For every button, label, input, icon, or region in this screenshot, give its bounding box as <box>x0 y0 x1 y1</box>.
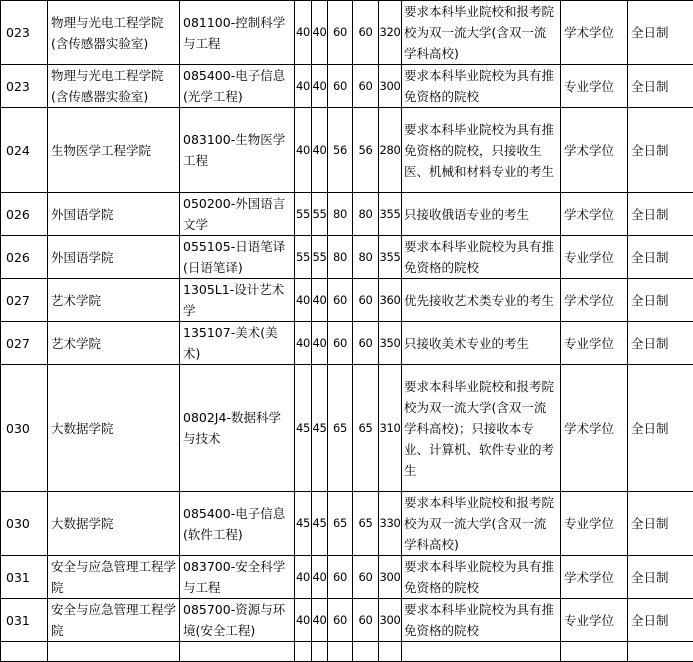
politics-score-cell: 40 <box>295 322 312 365</box>
study-mode-cell: 全日制 <box>628 492 693 556</box>
school-cell: 物理与光电工程学院(含传感器实验室) <box>48 1 180 65</box>
school-cell: 大数据学院 <box>48 365 180 492</box>
major-cell: 1305L1-设计艺术学 <box>180 279 295 322</box>
major-cell: 081100-控制科学与工程 <box>180 1 295 65</box>
table-row <box>1 365 693 492</box>
total-score-cell: 300 <box>379 556 402 599</box>
subject2-score-cell: 80 <box>353 236 379 279</box>
school-cell: 物理与光电工程学院(含传感器实验室) <box>48 65 180 108</box>
total-score-cell: 310 <box>379 365 402 492</box>
major-cell: 083100-生物医学工程 <box>180 108 295 193</box>
unit-code-cell <box>1 642 48 662</box>
subject1-score-cell: 60 <box>328 556 353 599</box>
table-row <box>1 65 693 108</box>
subject1-score-cell: 80 <box>328 193 353 236</box>
foreign-language-score-cell: 55 <box>312 236 328 279</box>
subject1-score-cell: 60 <box>328 599 353 642</box>
table-row <box>1 236 693 279</box>
requirement-cell <box>402 642 561 662</box>
school-cell: 生物医学工程学院 <box>48 108 180 193</box>
major-cell: 085400-电子信息(光学工程) <box>180 65 295 108</box>
major-cell: 083700-安全科学与工程 <box>180 556 295 599</box>
subject2-score-cell: 60 <box>353 1 379 65</box>
study-mode-cell: 全日制 <box>628 599 693 642</box>
requirement-cell: 要求本科毕业院校为具有推免资格的院校，只接收生医、机械和材料专业的考生 <box>402 108 561 193</box>
table-row <box>1 193 693 236</box>
major-cell: 085700-资源与环境(安全工程) <box>180 599 295 642</box>
subject2-score-cell: 60 <box>353 556 379 599</box>
politics-score-cell: 55 <box>295 236 312 279</box>
politics-score-cell: 45 <box>295 492 312 556</box>
degree-type-cell: 专业学位 <box>561 65 628 108</box>
school-cell: 安全与应急管理工程学院 <box>48 556 180 599</box>
requirement-cell: 要求本科毕业院校为具有推免资格的院校 <box>402 556 561 599</box>
school-cell: 艺术学院 <box>48 279 180 322</box>
politics-score-cell: 40 <box>295 599 312 642</box>
politics-score-cell: 40 <box>295 65 312 108</box>
total-score-cell: 330 <box>379 492 402 556</box>
subject1-score-cell: 60 <box>328 322 353 365</box>
requirement-cell: 优先接收艺术类专业的考生 <box>402 279 561 322</box>
major-cell: 085400-电子信息(软件工程) <box>180 492 295 556</box>
total-score-cell: 355 <box>379 236 402 279</box>
politics-score-cell: 55 <box>295 193 312 236</box>
degree-type-cell: 专业学位 <box>561 322 628 365</box>
subject2-score-cell: 80 <box>353 193 379 236</box>
total-score-cell: 300 <box>379 65 402 108</box>
foreign-language-score-cell: 45 <box>312 365 328 492</box>
study-mode-cell: 全日制 <box>628 365 693 492</box>
study-mode-cell: 全日制 <box>628 236 693 279</box>
politics-score-cell: 45 <box>295 365 312 492</box>
table-row <box>1 492 693 556</box>
foreign-language-score-cell: 40 <box>312 279 328 322</box>
total-score-cell: 280 <box>379 108 402 193</box>
requirement-cell: 要求本科毕业院校为具有推免资格的院校 <box>402 236 561 279</box>
degree-type-cell <box>561 642 628 662</box>
table-body <box>1 1 693 662</box>
subject1-score-cell: 60 <box>328 279 353 322</box>
foreign-language-score-cell <box>312 642 328 662</box>
requirement-cell: 要求本科毕业院校为具有推免资格的院校 <box>402 65 561 108</box>
unit-code-cell: 026 <box>1 193 48 236</box>
subject2-score-cell: 65 <box>353 492 379 556</box>
major-cell: 135107-美术(美术) <box>180 322 295 365</box>
unit-code-cell: 030 <box>1 365 48 492</box>
subject2-score-cell <box>353 642 379 662</box>
politics-score-cell: 40 <box>295 108 312 193</box>
subject2-score-cell: 60 <box>353 599 379 642</box>
school-cell: 安全与应急管理工程学院 <box>48 599 180 642</box>
degree-type-cell: 学术学位 <box>561 279 628 322</box>
degree-type-cell: 学术学位 <box>561 193 628 236</box>
school-cell <box>48 642 180 662</box>
unit-code-cell: 030 <box>1 492 48 556</box>
subject1-score-cell: 80 <box>328 236 353 279</box>
degree-type-cell: 学术学位 <box>561 365 628 492</box>
subject1-score-cell: 65 <box>328 365 353 492</box>
unit-code-cell: 031 <box>1 556 48 599</box>
major-cell <box>180 642 295 662</box>
unit-code-cell: 031 <box>1 599 48 642</box>
requirement-cell: 要求本科毕业院校和报考院校为双一流大学(含双一流学科高校)；只接收本专业、计算机、软件专业的考生 <box>402 365 561 492</box>
degree-type-cell: 学术学位 <box>561 108 628 193</box>
foreign-language-score-cell: 40 <box>312 322 328 365</box>
study-mode-cell: 全日制 <box>628 65 693 108</box>
foreign-language-score-cell: 40 <box>312 65 328 108</box>
table-row <box>1 599 693 642</box>
study-mode-cell: 全日制 <box>628 108 693 193</box>
study-mode-cell: 全日制 <box>628 1 693 65</box>
degree-type-cell: 学术学位 <box>561 556 628 599</box>
unit-code-cell: 023 <box>1 1 48 65</box>
politics-score-cell: 40 <box>295 556 312 599</box>
table-row <box>1 556 693 599</box>
major-cell: 050200-外国语言文学 <box>180 193 295 236</box>
table-row <box>1 108 693 193</box>
school-cell: 外国语学院 <box>48 236 180 279</box>
degree-type-cell: 专业学位 <box>561 236 628 279</box>
degree-type-cell: 学术学位 <box>561 1 628 65</box>
foreign-language-score-cell: 45 <box>312 492 328 556</box>
foreign-language-score-cell: 40 <box>312 556 328 599</box>
study-mode-cell: 全日制 <box>628 556 693 599</box>
subject1-score-cell: 56 <box>328 108 353 193</box>
degree-type-cell: 专业学位 <box>561 492 628 556</box>
subject2-score-cell: 60 <box>353 279 379 322</box>
table-row <box>1 322 693 365</box>
degree-type-cell: 专业学位 <box>561 599 628 642</box>
foreign-language-score-cell: 55 <box>312 193 328 236</box>
total-score-cell: 300 <box>379 599 402 642</box>
study-mode-cell: 全日制 <box>628 322 693 365</box>
unit-code-cell: 027 <box>1 279 48 322</box>
table-row <box>1 642 693 662</box>
subject1-score-cell: 60 <box>328 65 353 108</box>
politics-score-cell: 40 <box>295 1 312 65</box>
total-score-cell: 360 <box>379 279 402 322</box>
requirement-cell: 要求本科毕业院校和报考院校为双一流大学(含双一流学科高校) <box>402 1 561 65</box>
subject1-score-cell <box>328 642 353 662</box>
unit-code-cell: 027 <box>1 322 48 365</box>
table-row <box>1 279 693 322</box>
study-mode-cell: 全日制 <box>628 279 693 322</box>
subject1-score-cell: 65 <box>328 492 353 556</box>
subject1-score-cell: 60 <box>328 1 353 65</box>
politics-score-cell: 40 <box>295 279 312 322</box>
foreign-language-score-cell: 40 <box>312 108 328 193</box>
major-cell: 055105-日语笔译(日语笔译) <box>180 236 295 279</box>
table-row <box>1 1 693 65</box>
subject2-score-cell: 60 <box>353 322 379 365</box>
requirement-cell: 只接收美术专业的考生 <box>402 322 561 365</box>
school-cell: 大数据学院 <box>48 492 180 556</box>
study-mode-cell <box>628 642 693 662</box>
requirement-cell: 要求本科毕业院校为具有推免资格的院校 <box>402 599 561 642</box>
subject2-score-cell: 60 <box>353 65 379 108</box>
total-score-cell: 350 <box>379 322 402 365</box>
school-cell: 艺术学院 <box>48 322 180 365</box>
unit-code-cell: 023 <box>1 65 48 108</box>
requirement-cell: 只接收俄语专业的考生 <box>402 193 561 236</box>
foreign-language-score-cell: 40 <box>312 599 328 642</box>
unit-code-cell: 024 <box>1 108 48 193</box>
unit-code-cell: 026 <box>1 236 48 279</box>
subject2-score-cell: 65 <box>353 365 379 492</box>
requirement-cell: 要求本科毕业院校和报考院校为双一流大学(含双一流学科高校) <box>402 492 561 556</box>
major-cell: 0802J4-数据科学与技术 <box>180 365 295 492</box>
school-cell: 外国语学院 <box>48 193 180 236</box>
politics-score-cell <box>295 642 312 662</box>
total-score-cell: 320 <box>379 1 402 65</box>
subject2-score-cell: 56 <box>353 108 379 193</box>
foreign-language-score-cell: 40 <box>312 1 328 65</box>
study-mode-cell: 全日制 <box>628 193 693 236</box>
total-score-cell <box>379 642 402 662</box>
total-score-cell: 355 <box>379 193 402 236</box>
